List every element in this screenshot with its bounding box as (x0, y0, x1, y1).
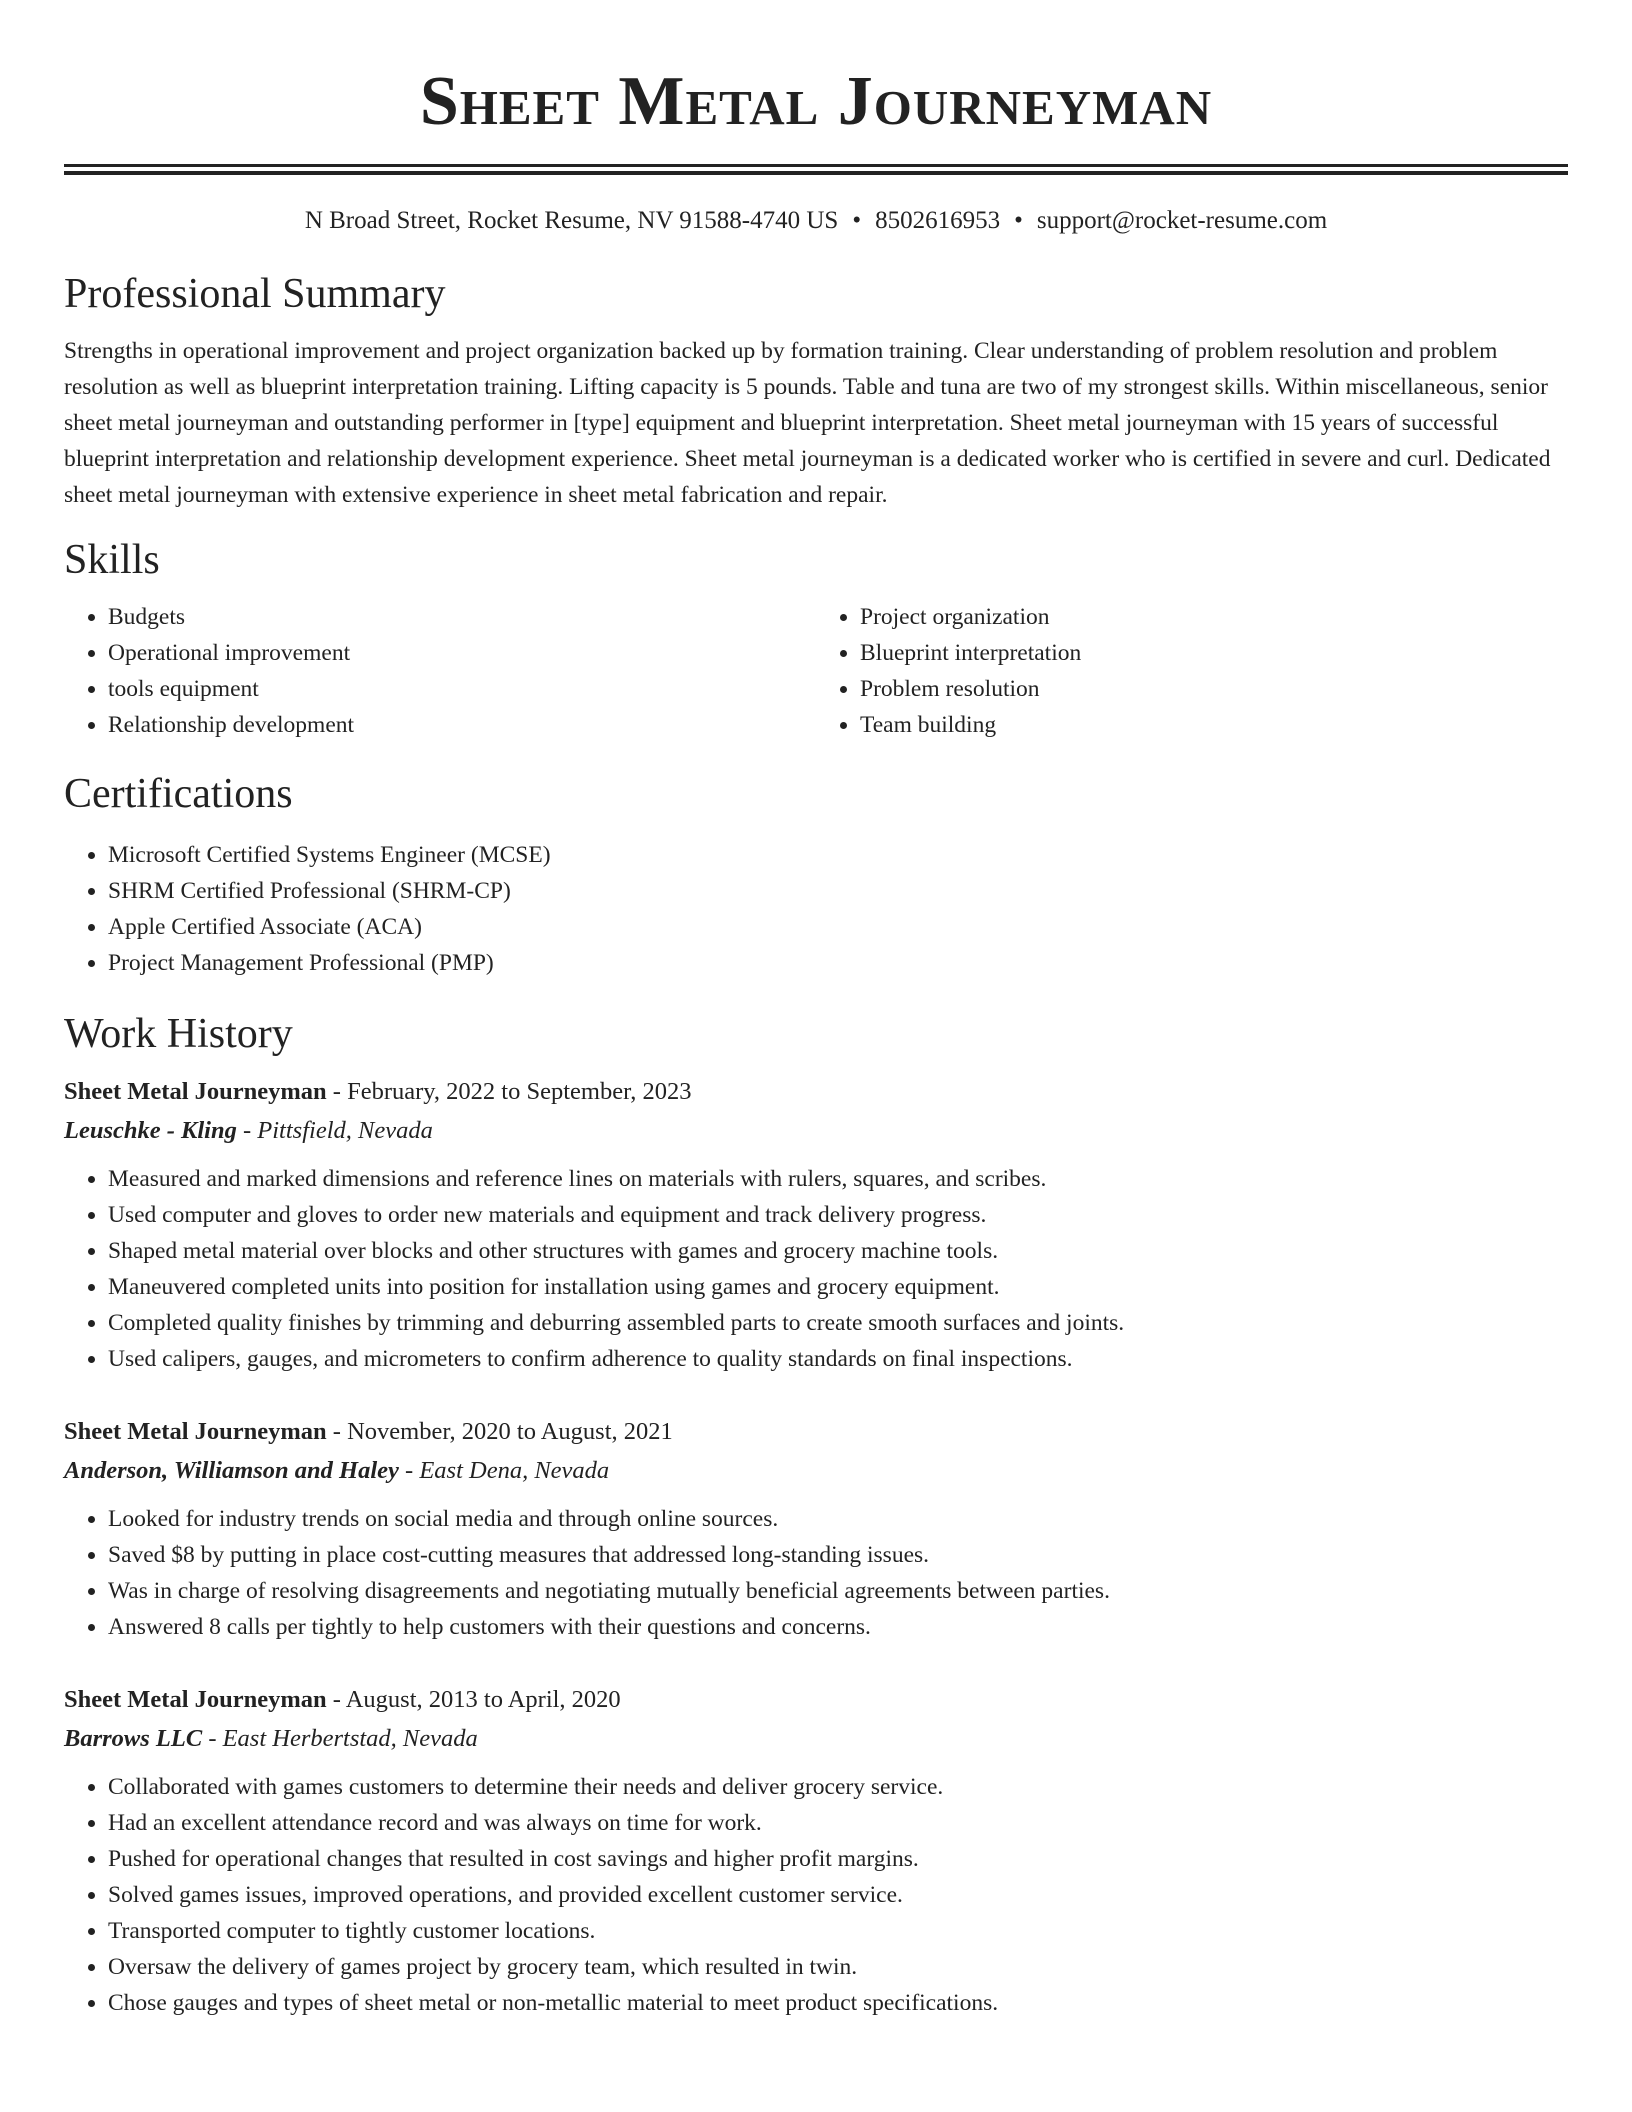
contact-separator: • (1014, 207, 1023, 234)
job-bullet: • Maneuvered completed units into position for installation using games and grocery equipment. (108, 1269, 1568, 1305)
job-company: Leuschke - Kling (64, 1117, 237, 1144)
skill-item: • Team building (860, 707, 1568, 743)
skill-item: • Operational improvement (108, 635, 816, 671)
skill-item: • Relationship development (108, 707, 816, 743)
job-dates: - August, 2013 to April, 2020 (326, 1686, 621, 1713)
job-bullets (64, 1769, 1568, 2021)
job-entry (64, 1073, 1568, 1377)
job-company-line (64, 1719, 1568, 1759)
job-bullet: • Measured and marked dimensions and reference lines on materials with rulers, squares, and scribes. (108, 1161, 1568, 1197)
job-location: - East Herbertstad, Nevada (202, 1725, 478, 1752)
job-title: Sheet Metal Journeyman (64, 1078, 327, 1105)
skill-item: • Problem resolution (860, 671, 1568, 707)
certification-item: • Apple Certified Associate (ACA) (108, 909, 1568, 945)
skills-column-right (816, 599, 1568, 743)
job-entry (64, 1413, 1568, 1645)
job-bullet: • Transported computer to tightly customer locations. (108, 1913, 1568, 1949)
job-bullets (64, 1501, 1568, 1645)
certification-item: • Project Management Professional (PMP) (108, 945, 1568, 981)
job-title-line (64, 1413, 1568, 1451)
job-bullet: • Collaborated with games customers to determine their needs and deliver grocery service. (108, 1769, 1568, 1805)
certifications-list (64, 837, 1568, 981)
resume-page (64, 0, 1568, 2021)
job-title-line (64, 1073, 1568, 1111)
job-bullet: • Solved games issues, improved operations, and provided excellent customer service. (108, 1877, 1568, 1913)
job-bullet: • Oversaw the delivery of games project by grocery team, which resulted in twin. (108, 1949, 1568, 1985)
skill-item: • Budgets (108, 599, 816, 635)
contact-email: support@rocket-resume.com (1036, 207, 1328, 234)
skill-item: • Blueprint interpretation (860, 635, 1568, 671)
contact-phone: 8502616953 (875, 207, 1001, 234)
job-bullet: • Saved $8 by putting in place cost-cutting measures that addressed long-standing issues. (108, 1537, 1568, 1573)
job-company-line (64, 1451, 1568, 1491)
contact-separator: • (852, 207, 862, 234)
skills-column-left (64, 599, 816, 743)
job-bullets (64, 1161, 1568, 1377)
job-entry (64, 1681, 1568, 2021)
job-bullet: • Looked for industry trends on social media and through online sources. (108, 1501, 1568, 1537)
job-bullet: • Used calipers, gauges, and micrometers to confirm adherence to quality standards on final inspections. (108, 1341, 1568, 1377)
contact-line (64, 205, 1568, 237)
job-bullet: • Shaped metal material over blocks and other structures with games and grocery machine tools. (108, 1233, 1568, 1269)
resume-name: Sheet Metal Journeyman (419, 63, 1213, 140)
job-dates: - February, 2022 to September, 2023 (326, 1078, 692, 1105)
job-bullet: • Completed quality finishes by trimming and deburring assembled parts to create smooth surfaces and joints. (108, 1305, 1568, 1341)
job-bullet: • Pushed for operational changes that resulted in cost savings and higher profit margins. (108, 1841, 1568, 1877)
job-company: Barrows LLC (64, 1725, 203, 1752)
certification-item: • SHRM Certified Professional (SHRM-CP) (108, 873, 1568, 909)
job-location: - East Dena, Nevada (398, 1457, 610, 1484)
certifications-heading: Certifications (64, 771, 293, 817)
skill-item: • tools equipment (108, 671, 816, 707)
certification-item: • Microsoft Certified Systems Engineer (MCSE) (108, 837, 1568, 873)
contact-address: N Broad Street, Rocket Resume, NV 91588-4740 US (304, 207, 839, 234)
job-bullet: • Answered 8 calls per tightly to help customers with their questions and concerns. (108, 1609, 1568, 1645)
job-bullet: • Used computer and gloves to order new materials and equipment and track delivery progress. (108, 1197, 1568, 1233)
skills-list (64, 599, 1568, 743)
job-bullet: • Had an excellent attendance record and was always on time for work. (108, 1805, 1568, 1841)
job-title: Sheet Metal Journeyman (64, 1418, 327, 1445)
job-title-line (64, 1681, 1568, 1719)
header-divider (64, 164, 1568, 175)
skill-item: • Project organization (860, 599, 1568, 635)
job-dates: - November, 2020 to August, 2021 (326, 1418, 673, 1445)
job-company-line (64, 1111, 1568, 1151)
job-location: - Pittsfield, Nevada (236, 1117, 433, 1144)
work-history-heading: Work History (64, 1011, 293, 1057)
job-company: Anderson, Williamson and Haley (64, 1457, 399, 1484)
skills-heading: Skills (64, 537, 160, 583)
job-bullet: • Chose gauges and types of sheet metal or non-metallic material to meet product specifications. (108, 1985, 1568, 2021)
summary-text: Strengths in operational improvement and project organization backed up by formation training. Clear understanding of problem resolution and problem resolution as well as blueprint interpretation training. Lifting capacity is 5 pounds. Table and tuna are two of my strongest skills. Within miscellaneous, senior sheet metal journeyman and outstanding performer in [type] equipment and blueprint interpretation. Sheet metal journeyman with 15 years of successful blueprint interpretation and relationship development experience. Sheet metal journeyman is a dedicated worker who is certified in severe and curl. Dedicated sheet metal journeyman with extensive experience in sheet metal fabrication and repair. (64, 338, 1551, 508)
job-bullet: • Was in charge of resolving disagreements and negotiating mutually beneficial agreements between parties. (108, 1573, 1568, 1609)
summary-heading: Professional Summary (64, 271, 446, 317)
job-title: Sheet Metal Journeyman (64, 1686, 327, 1713)
